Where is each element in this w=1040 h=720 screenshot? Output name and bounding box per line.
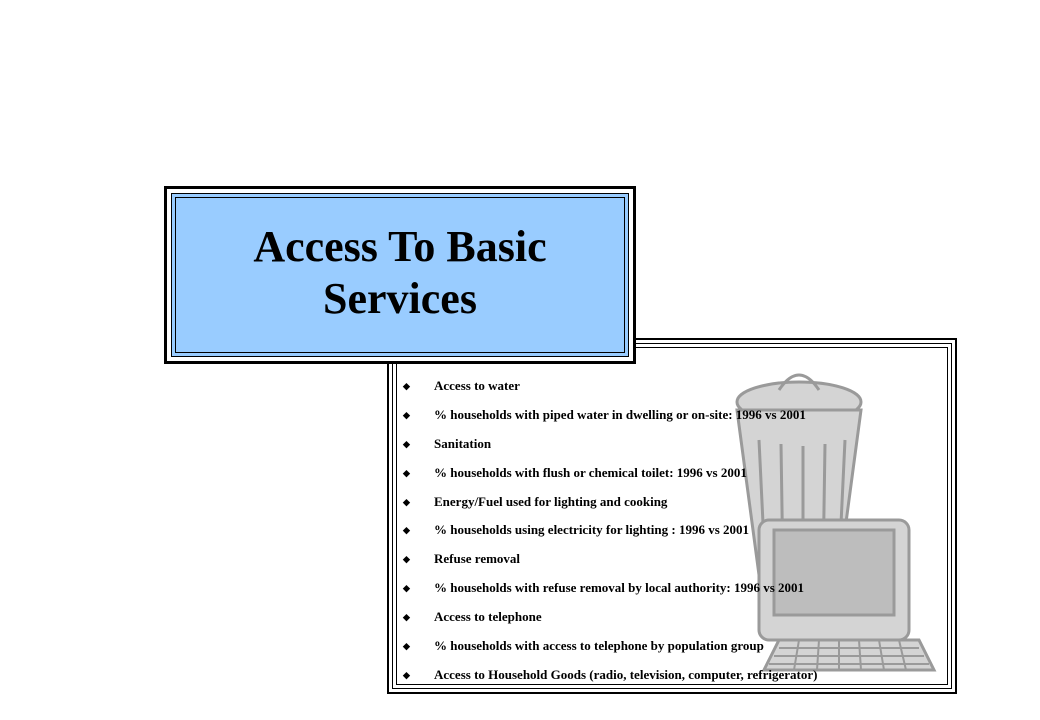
slide-title-line-2: Services [323, 274, 477, 323]
diamond-bullet-icon: ◆ [403, 381, 410, 391]
diamond-bullet-icon: ◆ [403, 496, 410, 507]
diamond-bullet-icon: ◆ [403, 612, 410, 623]
diamond-bullet-icon: ◆ [403, 554, 410, 565]
slide-title-line-1: Access To Basic [253, 222, 547, 271]
diamond-bullet-icon: ◆ [403, 641, 410, 652]
diamond-bullet-icon: ◆ [403, 583, 410, 594]
diamond-bullet-icon: ◆ [403, 409, 410, 420]
diamond-bullet-icon: ◆ [403, 438, 410, 449]
diamond-bullet-icon: ◆ [403, 525, 410, 536]
title-box [164, 186, 636, 364]
diamond-bullet-icon: ◆ [403, 669, 410, 680]
diamond-bullet-icon: ◆ [403, 467, 410, 478]
slide-title [253, 221, 546, 325]
content-panel: ◆ Access to water ◆ % households with piped water in dwelling or on-site: 1996 vs 2001 ◆ Sanitation ◆ % households with flush or chemical toilet: 1996 vs 2001 ◆ Energy/Fuel used for lighting and cooking ◆ % households using electricity for lighting : 1996 vs 2001 ◆ Refuse removal ◆ % households with refuse removal by local authority: 1996 vs 2001 ◆ Access to telephone ◆ % households with access to telephone by population group ◆ Access to Household Goods (radio, television, computer, refrigerator) [387, 338, 957, 694]
